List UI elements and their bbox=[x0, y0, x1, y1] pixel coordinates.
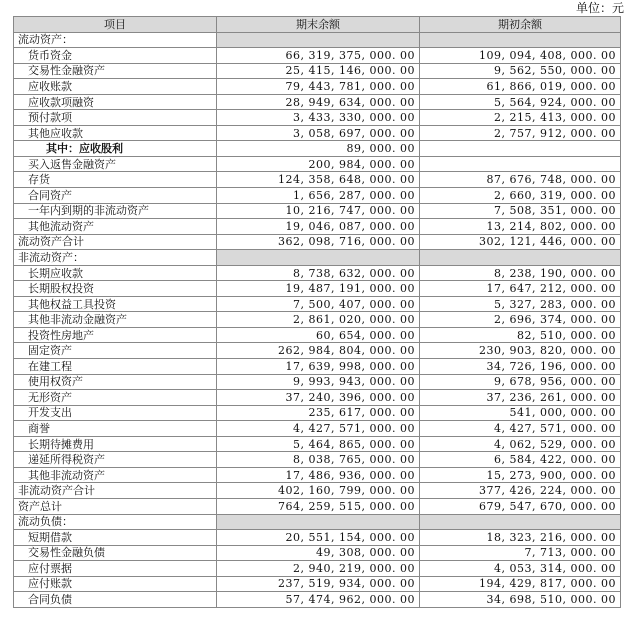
row-end-balance: 79, 443, 781, 000. 00 bbox=[217, 79, 420, 95]
row-end-balance: 1, 656, 287, 000. 00 bbox=[217, 188, 420, 204]
row-begin-balance: 541, 000, 000. 00 bbox=[420, 405, 621, 421]
table-row bbox=[14, 467, 621, 483]
unit-label: 单位：元 bbox=[575, 1, 624, 15]
row-label: 使用权资产 bbox=[14, 374, 217, 390]
row-label: 流动资产合计 bbox=[14, 234, 217, 250]
table-row bbox=[14, 592, 621, 608]
row-begin-balance: 82, 510, 000. 00 bbox=[420, 327, 621, 343]
row-begin-balance bbox=[420, 514, 621, 530]
row-label: 买入返售金融资产 bbox=[14, 156, 217, 172]
row-begin-balance: 230, 903, 820, 000. 00 bbox=[420, 343, 621, 359]
table-row bbox=[14, 498, 621, 514]
table-row bbox=[14, 343, 621, 359]
row-end-balance: 2, 940, 219, 000. 00 bbox=[217, 561, 420, 577]
row-label: 长期股权投资 bbox=[14, 281, 217, 297]
table-row bbox=[14, 452, 621, 468]
row-end-balance: 764, 259, 515, 000. 00 bbox=[217, 498, 420, 514]
row-begin-balance bbox=[420, 141, 621, 157]
row-end-balance: 17, 486, 936, 000. 00 bbox=[217, 467, 420, 483]
row-label: 应付票据 bbox=[14, 561, 217, 577]
row-label: 其他流动资产 bbox=[14, 219, 217, 235]
table-row bbox=[14, 296, 621, 312]
table-row bbox=[14, 63, 621, 79]
row-begin-balance: 17, 647, 212, 000. 00 bbox=[420, 281, 621, 297]
table-row bbox=[14, 110, 621, 126]
table-row bbox=[14, 250, 621, 266]
row-begin-balance: 109, 094, 408, 000. 00 bbox=[420, 48, 621, 64]
table-row bbox=[14, 359, 621, 375]
table-body bbox=[14, 32, 621, 607]
table-row bbox=[14, 265, 621, 281]
row-begin-balance: 5, 327, 283, 000. 00 bbox=[420, 296, 621, 312]
row-label: 开发支出 bbox=[14, 405, 217, 421]
row-label: 存货 bbox=[14, 172, 217, 188]
row-end-balance bbox=[217, 250, 420, 266]
row-end-balance: 8, 038, 765, 000. 00 bbox=[217, 452, 420, 468]
row-label: 流动负债： bbox=[14, 514, 217, 530]
row-label: 流动资产： bbox=[14, 32, 217, 48]
row-begin-balance bbox=[420, 250, 621, 266]
row-label: 无形资产 bbox=[14, 390, 217, 406]
row-end-balance: 57, 474, 962, 000. 00 bbox=[217, 592, 420, 608]
row-label: 合同负债 bbox=[14, 592, 217, 608]
row-begin-balance: 9, 562, 550, 000. 00 bbox=[420, 63, 621, 79]
row-end-balance: 3, 058, 697, 000. 00 bbox=[217, 125, 420, 141]
table-row bbox=[14, 94, 621, 110]
row-begin-balance: 194, 429, 817, 000. 00 bbox=[420, 576, 621, 592]
table-row bbox=[14, 561, 621, 577]
row-end-balance: 19, 487, 191, 000. 00 bbox=[217, 281, 420, 297]
row-end-balance: 7, 500, 407, 000. 00 bbox=[217, 296, 420, 312]
row-label: 其他非流动金融资产 bbox=[14, 312, 217, 328]
table-row bbox=[14, 436, 621, 452]
row-label: 资产总计 bbox=[14, 498, 217, 514]
row-end-balance: 4, 427, 571, 000. 00 bbox=[217, 421, 420, 437]
row-label: 在建工程 bbox=[14, 359, 217, 375]
row-begin-balance: 18, 323, 216, 000. 00 bbox=[420, 530, 621, 546]
row-label: 应收账款 bbox=[14, 79, 217, 95]
row-end-balance: 10, 216, 747, 000. 00 bbox=[217, 203, 420, 219]
row-label: 预付款项 bbox=[14, 110, 217, 126]
table-header-row bbox=[14, 17, 621, 33]
row-end-balance: 25, 415, 146, 000. 00 bbox=[217, 63, 420, 79]
row-label: 其他应收款 bbox=[14, 125, 217, 141]
header-end-balance: 期末余额 bbox=[217, 17, 420, 33]
table-row bbox=[14, 576, 621, 592]
row-end-balance: 60, 654, 000. 00 bbox=[217, 327, 420, 343]
table-row bbox=[14, 390, 621, 406]
table-row bbox=[14, 514, 621, 530]
row-begin-balance: 4, 053, 314, 000. 00 bbox=[420, 561, 621, 577]
row-end-balance: 89, 000. 00 bbox=[217, 141, 420, 157]
row-label: 货币资金 bbox=[14, 48, 217, 64]
row-begin-balance: 7, 508, 351, 000. 00 bbox=[420, 203, 621, 219]
row-end-balance: 17, 639, 998, 000. 00 bbox=[217, 359, 420, 375]
balance-sheet-table bbox=[13, 16, 621, 608]
row-label: 应收款项融资 bbox=[14, 94, 217, 110]
table-row bbox=[14, 405, 621, 421]
row-label: 长期待摊费用 bbox=[14, 436, 217, 452]
row-begin-balance: 34, 698, 510, 000. 00 bbox=[420, 592, 621, 608]
row-label: 交易性金融资产 bbox=[14, 63, 217, 79]
row-begin-balance: 8, 238, 190, 000. 00 bbox=[420, 265, 621, 281]
row-end-balance: 9, 993, 943, 000. 00 bbox=[217, 374, 420, 390]
row-begin-balance bbox=[420, 32, 621, 48]
row-label: 交易性金融负债 bbox=[14, 545, 217, 561]
row-begin-balance: 679, 547, 670, 000. 00 bbox=[420, 498, 621, 514]
row-label: 非流动资产合计 bbox=[14, 483, 217, 499]
table-row bbox=[14, 312, 621, 328]
row-begin-balance: 61, 866, 019, 000. 00 bbox=[420, 79, 621, 95]
table-row bbox=[14, 188, 621, 204]
row-end-balance: 66, 319, 375, 000. 00 bbox=[217, 48, 420, 64]
row-label: 其他非流动资产 bbox=[14, 467, 217, 483]
row-begin-balance: 9, 678, 956, 000. 00 bbox=[420, 374, 621, 390]
table-row bbox=[14, 79, 621, 95]
row-begin-balance: 13, 214, 802, 000. 00 bbox=[420, 219, 621, 235]
row-begin-balance: 37, 236, 261, 000. 00 bbox=[420, 390, 621, 406]
row-end-balance: 5, 464, 865, 000. 00 bbox=[217, 436, 420, 452]
table-row bbox=[14, 48, 621, 64]
row-label: 合同资产 bbox=[14, 188, 217, 204]
row-begin-balance: 377, 426, 224, 000. 00 bbox=[420, 483, 621, 499]
row-begin-balance: 2, 215, 413, 000. 00 bbox=[420, 110, 621, 126]
row-label: 固定资产 bbox=[14, 343, 217, 359]
table-row bbox=[14, 483, 621, 499]
row-end-balance: 3, 433, 330, 000. 00 bbox=[217, 110, 420, 126]
row-label: 商誉 bbox=[14, 421, 217, 437]
row-end-balance: 402, 160, 799, 000. 00 bbox=[217, 483, 420, 499]
row-label: 一年内到期的非流动资产 bbox=[14, 203, 217, 219]
table-row bbox=[14, 234, 621, 250]
row-end-balance: 8, 738, 632, 000. 00 bbox=[217, 265, 420, 281]
table-row bbox=[14, 203, 621, 219]
row-label: 长期应收款 bbox=[14, 265, 217, 281]
row-label: 其中：应收股利 bbox=[14, 141, 217, 157]
row-begin-balance: 2, 696, 374, 000. 00 bbox=[420, 312, 621, 328]
row-end-balance: 262, 984, 804, 000. 00 bbox=[217, 343, 420, 359]
row-end-balance: 237, 519, 934, 000. 00 bbox=[217, 576, 420, 592]
row-begin-balance: 5, 564, 924, 000. 00 bbox=[420, 94, 621, 110]
row-begin-balance: 4, 427, 571, 000. 00 bbox=[420, 421, 621, 437]
row-end-balance: 200, 984, 000. 00 bbox=[217, 156, 420, 172]
row-end-balance bbox=[217, 32, 420, 48]
header-begin-balance: 期初余额 bbox=[420, 17, 621, 33]
row-begin-balance: 2, 757, 912, 000. 00 bbox=[420, 125, 621, 141]
table-row bbox=[14, 156, 621, 172]
row-begin-balance: 2, 660, 319, 000. 00 bbox=[420, 188, 621, 204]
row-end-balance: 28, 949, 634, 000. 00 bbox=[217, 94, 420, 110]
table-row bbox=[14, 32, 621, 48]
table-row bbox=[14, 281, 621, 297]
row-end-balance: 37, 240, 396, 000. 00 bbox=[217, 390, 420, 406]
row-end-balance: 49, 308, 000. 00 bbox=[217, 545, 420, 561]
row-label: 递延所得税资产 bbox=[14, 452, 217, 468]
table-row bbox=[14, 327, 621, 343]
row-end-balance: 362, 098, 716, 000. 00 bbox=[217, 234, 420, 250]
row-begin-balance: 34, 726, 196, 000. 00 bbox=[420, 359, 621, 375]
row-end-balance: 2, 861, 020, 000. 00 bbox=[217, 312, 420, 328]
row-begin-balance: 6, 584, 422, 000. 00 bbox=[420, 452, 621, 468]
row-begin-balance: 302, 121, 446, 000. 00 bbox=[420, 234, 621, 250]
table-row bbox=[14, 172, 621, 188]
table-row bbox=[14, 374, 621, 390]
row-label: 其他权益工具投资 bbox=[14, 296, 217, 312]
row-label: 短期借款 bbox=[14, 530, 217, 546]
row-begin-balance: 7, 713, 000. 00 bbox=[420, 545, 621, 561]
table-row bbox=[14, 219, 621, 235]
row-begin-balance bbox=[420, 156, 621, 172]
row-end-balance: 20, 551, 154, 000. 00 bbox=[217, 530, 420, 546]
row-end-balance: 124, 358, 648, 000. 00 bbox=[217, 172, 420, 188]
row-begin-balance: 87, 676, 748, 000. 00 bbox=[420, 172, 621, 188]
table-row bbox=[14, 530, 621, 546]
row-label: 投资性房地产 bbox=[14, 327, 217, 343]
row-end-balance: 235, 617, 000. 00 bbox=[217, 405, 420, 421]
table-row bbox=[14, 545, 621, 561]
row-begin-balance: 15, 273, 900, 000. 00 bbox=[420, 467, 621, 483]
header-item: 项目 bbox=[14, 17, 217, 33]
table-row bbox=[14, 125, 621, 141]
table-row bbox=[14, 421, 621, 437]
row-begin-balance: 4, 062, 529, 000. 00 bbox=[420, 436, 621, 452]
row-label: 应付账款 bbox=[14, 576, 217, 592]
table-row bbox=[14, 141, 621, 157]
row-end-balance bbox=[217, 514, 420, 530]
row-end-balance: 19, 046, 087, 000. 00 bbox=[217, 219, 420, 235]
row-label: 非流动资产： bbox=[14, 250, 217, 266]
